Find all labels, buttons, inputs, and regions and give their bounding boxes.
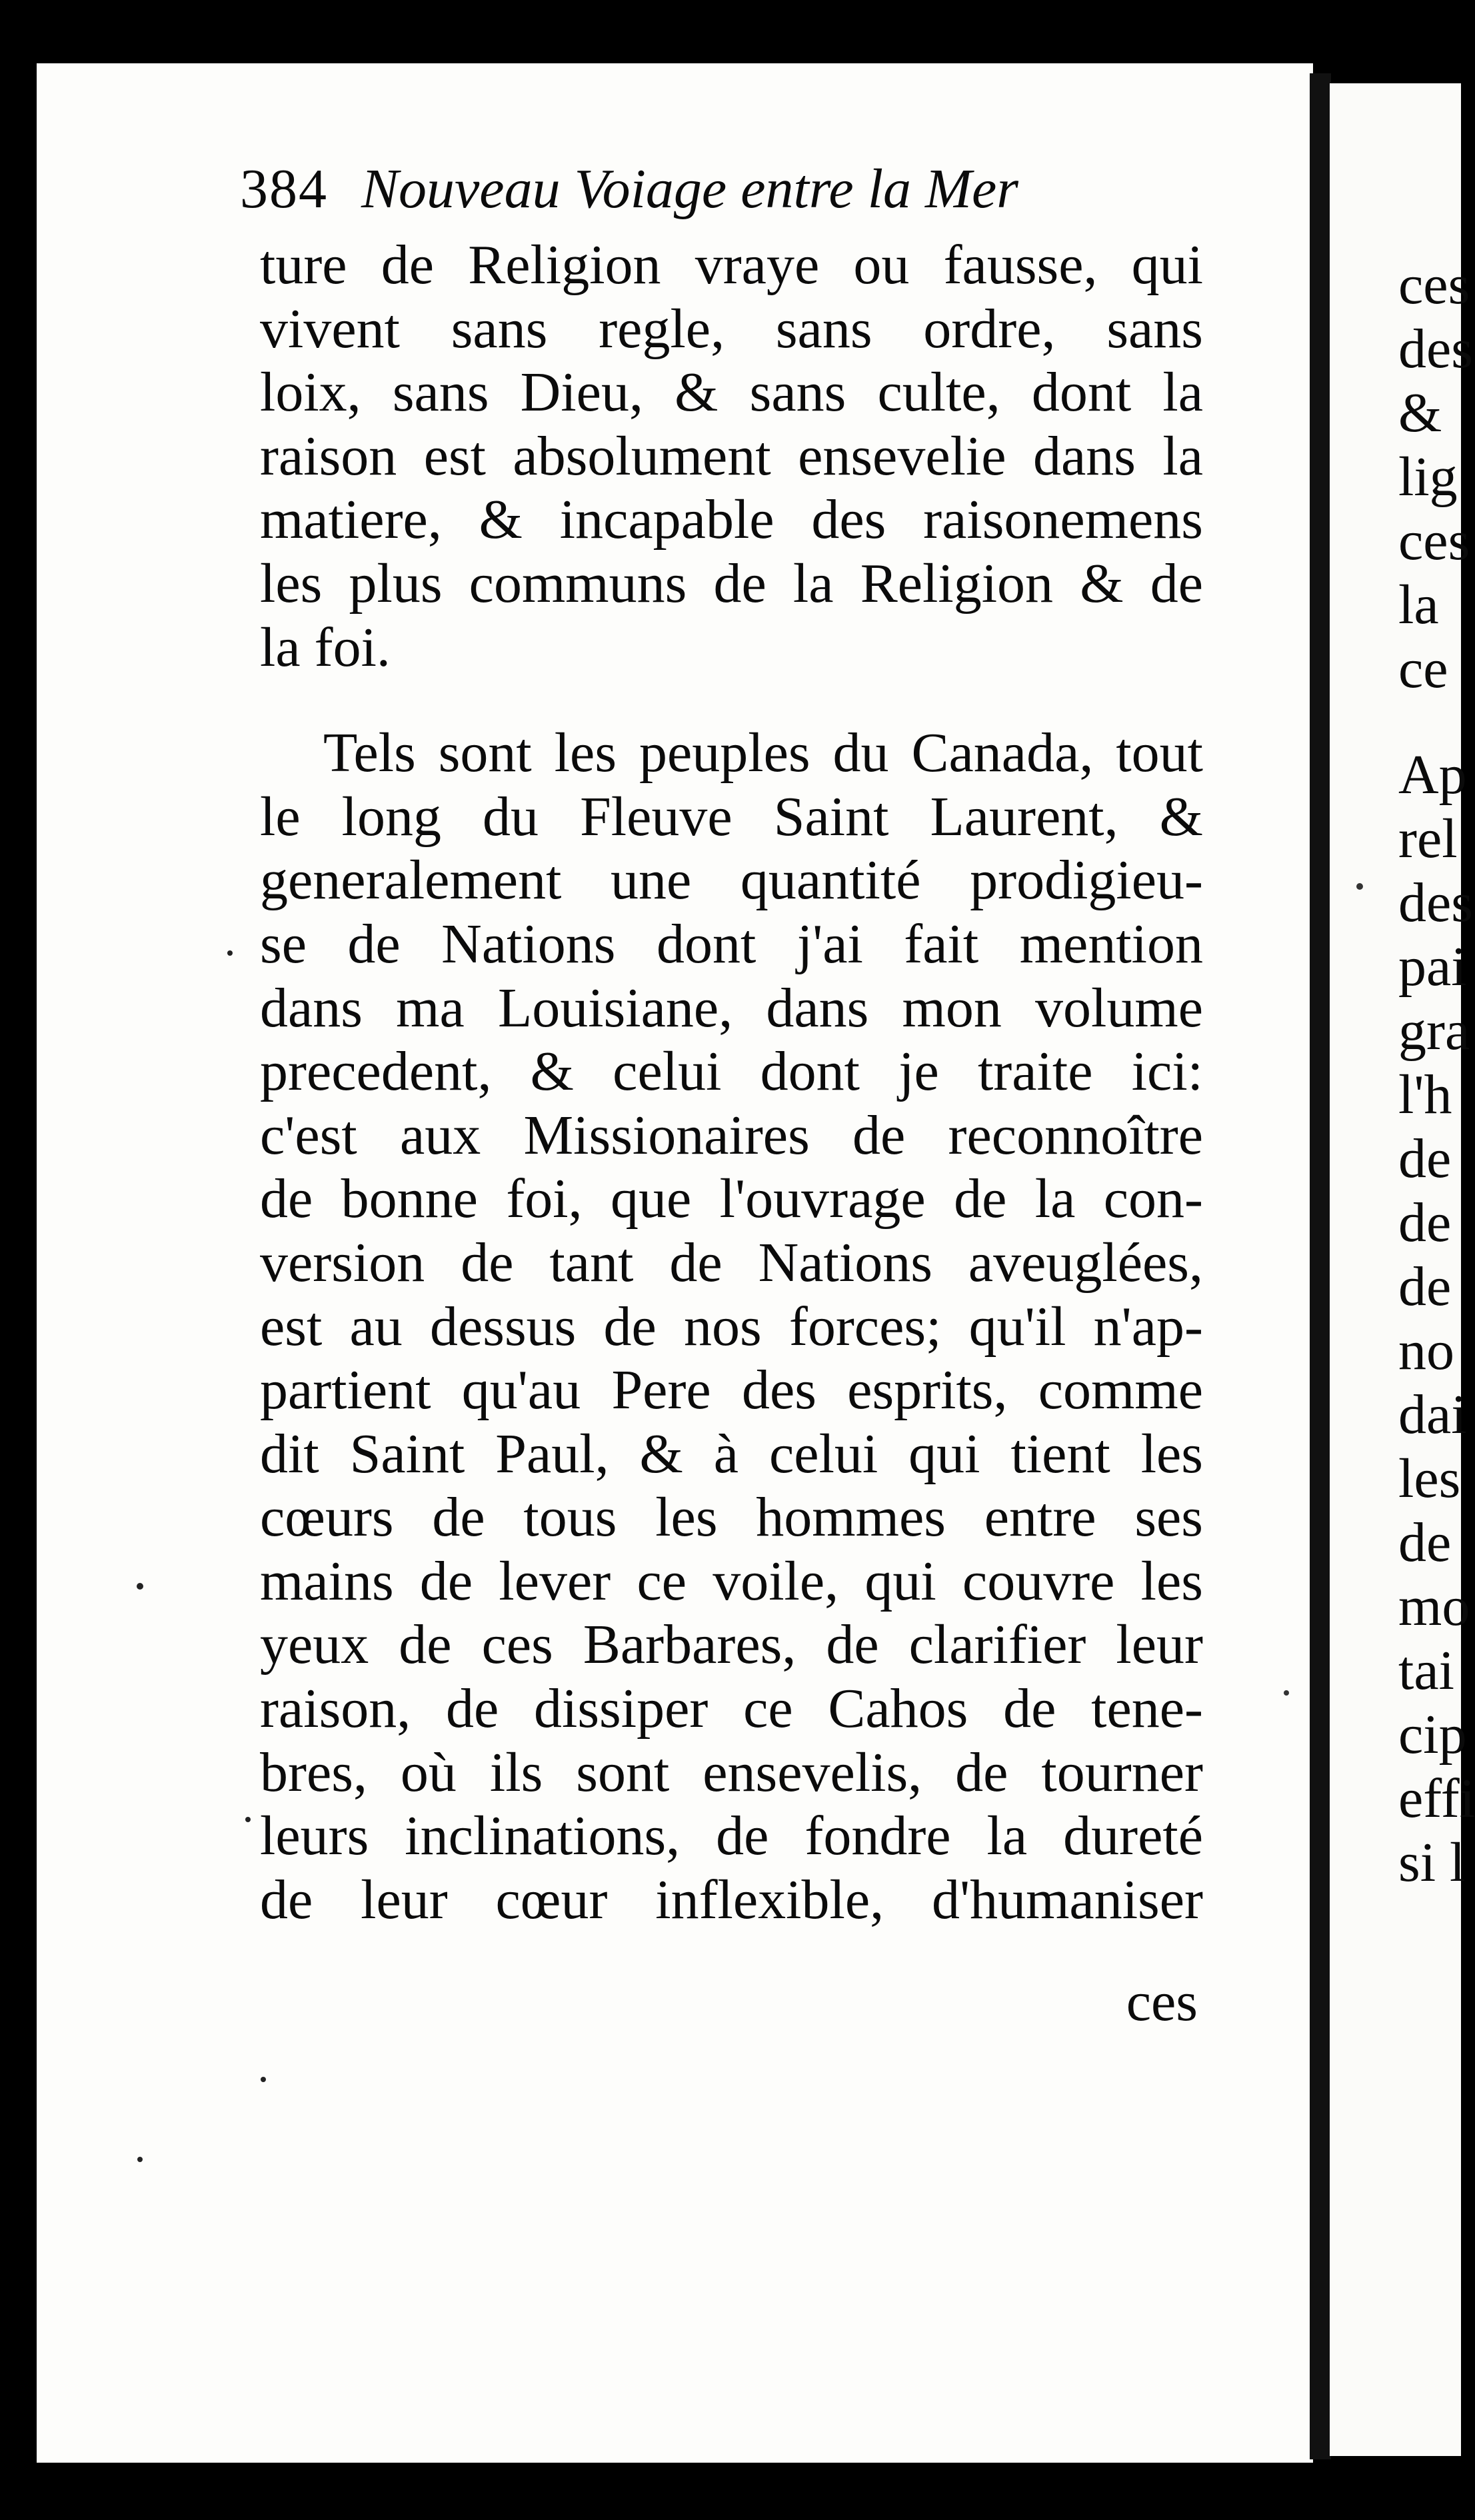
text-line: de bonne foi, que l'ouvrage de la con-	[260, 1168, 1203, 1230]
page-number: 384	[240, 158, 328, 220]
text-line: la foi.	[260, 616, 391, 678]
facing-line: ce	[1398, 638, 1448, 700]
text-line: le long du Fleuve Saint Laurent, &	[260, 785, 1203, 848]
facing-line: effi	[1398, 1768, 1475, 1830]
facing-line: rel	[1398, 808, 1458, 870]
text-line: cœurs de tous les hommes entre ses	[260, 1486, 1203, 1549]
facing-line: ces	[1398, 510, 1470, 572]
facing-line: de	[1398, 1192, 1452, 1254]
text-line: est au dessus de nos forces; qu'il n'ap-	[260, 1295, 1203, 1358]
text-line: matiere, & incapable des raisonemens	[260, 489, 1203, 551]
text-line: bres, où ils sont ensevelis, de tourner	[260, 1741, 1203, 1804]
text-line: Tels sont les peuples du Canada, tout	[323, 722, 1203, 784]
facing-line: &	[1398, 382, 1442, 444]
facing-line: des	[1398, 872, 1473, 934]
text-line: precedent, & celui dont je traite ici:	[260, 1040, 1203, 1103]
facing-line: mo	[1398, 1576, 1470, 1638]
text-line: se de Nations dont j'ai fait mention	[260, 912, 1203, 975]
catchword: ces	[1126, 1971, 1198, 2033]
facing-line: l'h	[1398, 1064, 1452, 1126]
text-line: leurs inclinations, de fondre la dureté	[260, 1805, 1203, 1868]
text-line: ture de Religion vraye ou fausse, qui	[260, 234, 1203, 296]
text-line: les plus communs de la Religion & de	[260, 552, 1203, 615]
text-line: yeux de ces Barbares, de clarifier leur	[260, 1614, 1203, 1676]
text-line: c'est aux Missionaires de reconnoître	[260, 1104, 1203, 1166]
text-line: raison, de dissiper ce Cahos de tene-	[260, 1678, 1203, 1740]
text-line: de leur cœur inflexible, d'humaniser	[260, 1868, 1203, 1931]
facing-line: tai	[1398, 1640, 1454, 1702]
text-line: mains de lever ce voile, qui couvre les	[260, 1550, 1203, 1612]
facing-line: pai	[1398, 936, 1467, 998]
text-line: dans ma Louisiane, dans mon volume	[260, 976, 1203, 1039]
text-line: dit Saint Paul, & à celui qui tient les	[260, 1422, 1203, 1485]
facing-line: lig	[1398, 446, 1458, 508]
facing-line: des	[1398, 318, 1473, 380]
facing-line: no	[1398, 1320, 1454, 1382]
text-line: version de tant de Nations aveuglées,	[260, 1231, 1203, 1294]
facing-line: si l	[1398, 1832, 1466, 1893]
facing-line: de	[1398, 1128, 1452, 1190]
text-line: vivent sans regle, sans ordre, sans	[260, 297, 1203, 360]
facing-line: gra	[1398, 1000, 1470, 1062]
facing-line: la	[1398, 574, 1439, 636]
text-line: raison est absolument ensevelie dans la	[260, 425, 1203, 487]
facing-line: de	[1398, 1512, 1452, 1574]
text-line: generalement une quantité prodigieu-	[260, 849, 1203, 912]
text-line: partient qu'au Pere des esprits, comme	[260, 1359, 1203, 1422]
facing-line: ces	[1398, 254, 1470, 316]
facing-line: cip	[1398, 1704, 1467, 1766]
text-line: loix, sans Dieu, & sans culte, dont la	[260, 361, 1203, 424]
facing-line: les	[1398, 1448, 1461, 1510]
facing-line: dai	[1398, 1384, 1467, 1446]
facing-line: Ap	[1398, 744, 1467, 806]
facing-line: de	[1398, 1256, 1452, 1318]
running-title: Nouveau Voiage entre la Mer	[361, 158, 1018, 220]
